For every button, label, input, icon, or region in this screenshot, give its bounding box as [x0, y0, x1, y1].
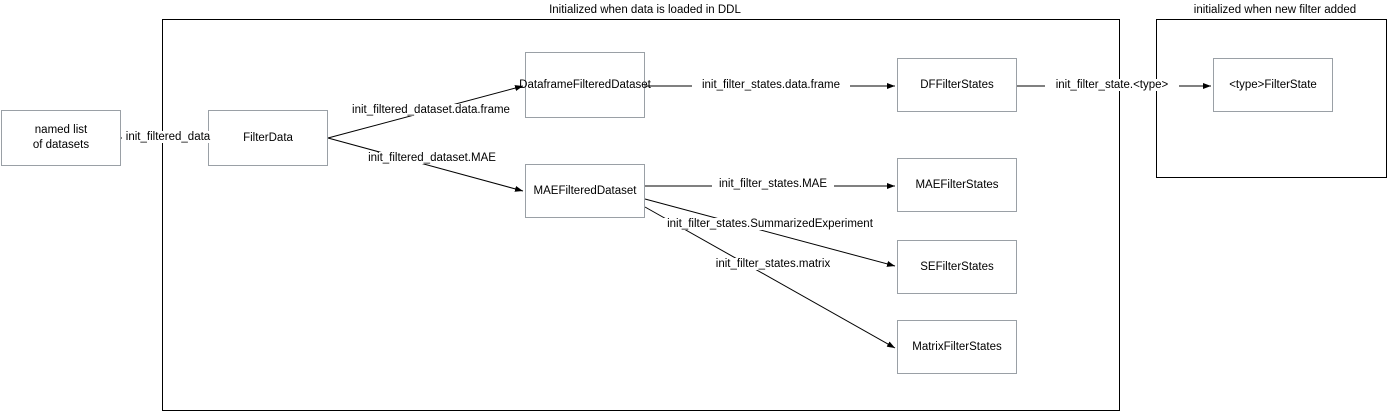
df-filter-states[interactable]: DFFilterStates: [897, 58, 1017, 112]
edge-mae-to-sefilterstates-label: init_filter_states.SummarizedExperiment: [657, 218, 883, 230]
type-filter-state[interactable]: <type>FilterState: [1213, 58, 1333, 112]
named-list-of-datasets[interactable]: named list of datasets: [1, 110, 121, 166]
filter-data[interactable]: FilterData: [208, 110, 328, 166]
mae-filter-states[interactable]: MAEFilterStates: [897, 158, 1017, 212]
matrix-filter-states[interactable]: MatrixFilterStates: [897, 320, 1017, 374]
edge-dataframe-to-dffilterstates-label: init_filter_states.data.frame: [692, 79, 850, 91]
dataframe-filtered-dataset[interactable]: DataframeFilteredDataset: [525, 52, 645, 118]
edge-mae-to-maefilterstates-label: init_filter_states.MAE: [712, 178, 834, 190]
edge-named-list-to-filterdata-label: init_filtered_data: [122, 131, 214, 143]
edge-mae-to-matrixfilterstates-label: init_filter_states.matrix: [707, 258, 839, 270]
se-filter-states[interactable]: SEFilterStates: [897, 240, 1017, 294]
edge-filterdata-to-dataframe-label: init_filtered_dataset.data.frame: [348, 104, 514, 116]
new-filter-group-label: initialized when new filter added: [1193, 4, 1357, 16]
mae-filtered-dataset[interactable]: MAEFilteredDataset: [525, 164, 645, 218]
edge-dffilterstates-to-typefilterstate-label: init_filter_state.<type>: [1045, 79, 1179, 91]
edge-filterdata-to-mae-label: init_filtered_dataset.MAE: [356, 152, 508, 164]
ddl-group-label: Initialized when data is loaded in DDL: [549, 4, 741, 16]
